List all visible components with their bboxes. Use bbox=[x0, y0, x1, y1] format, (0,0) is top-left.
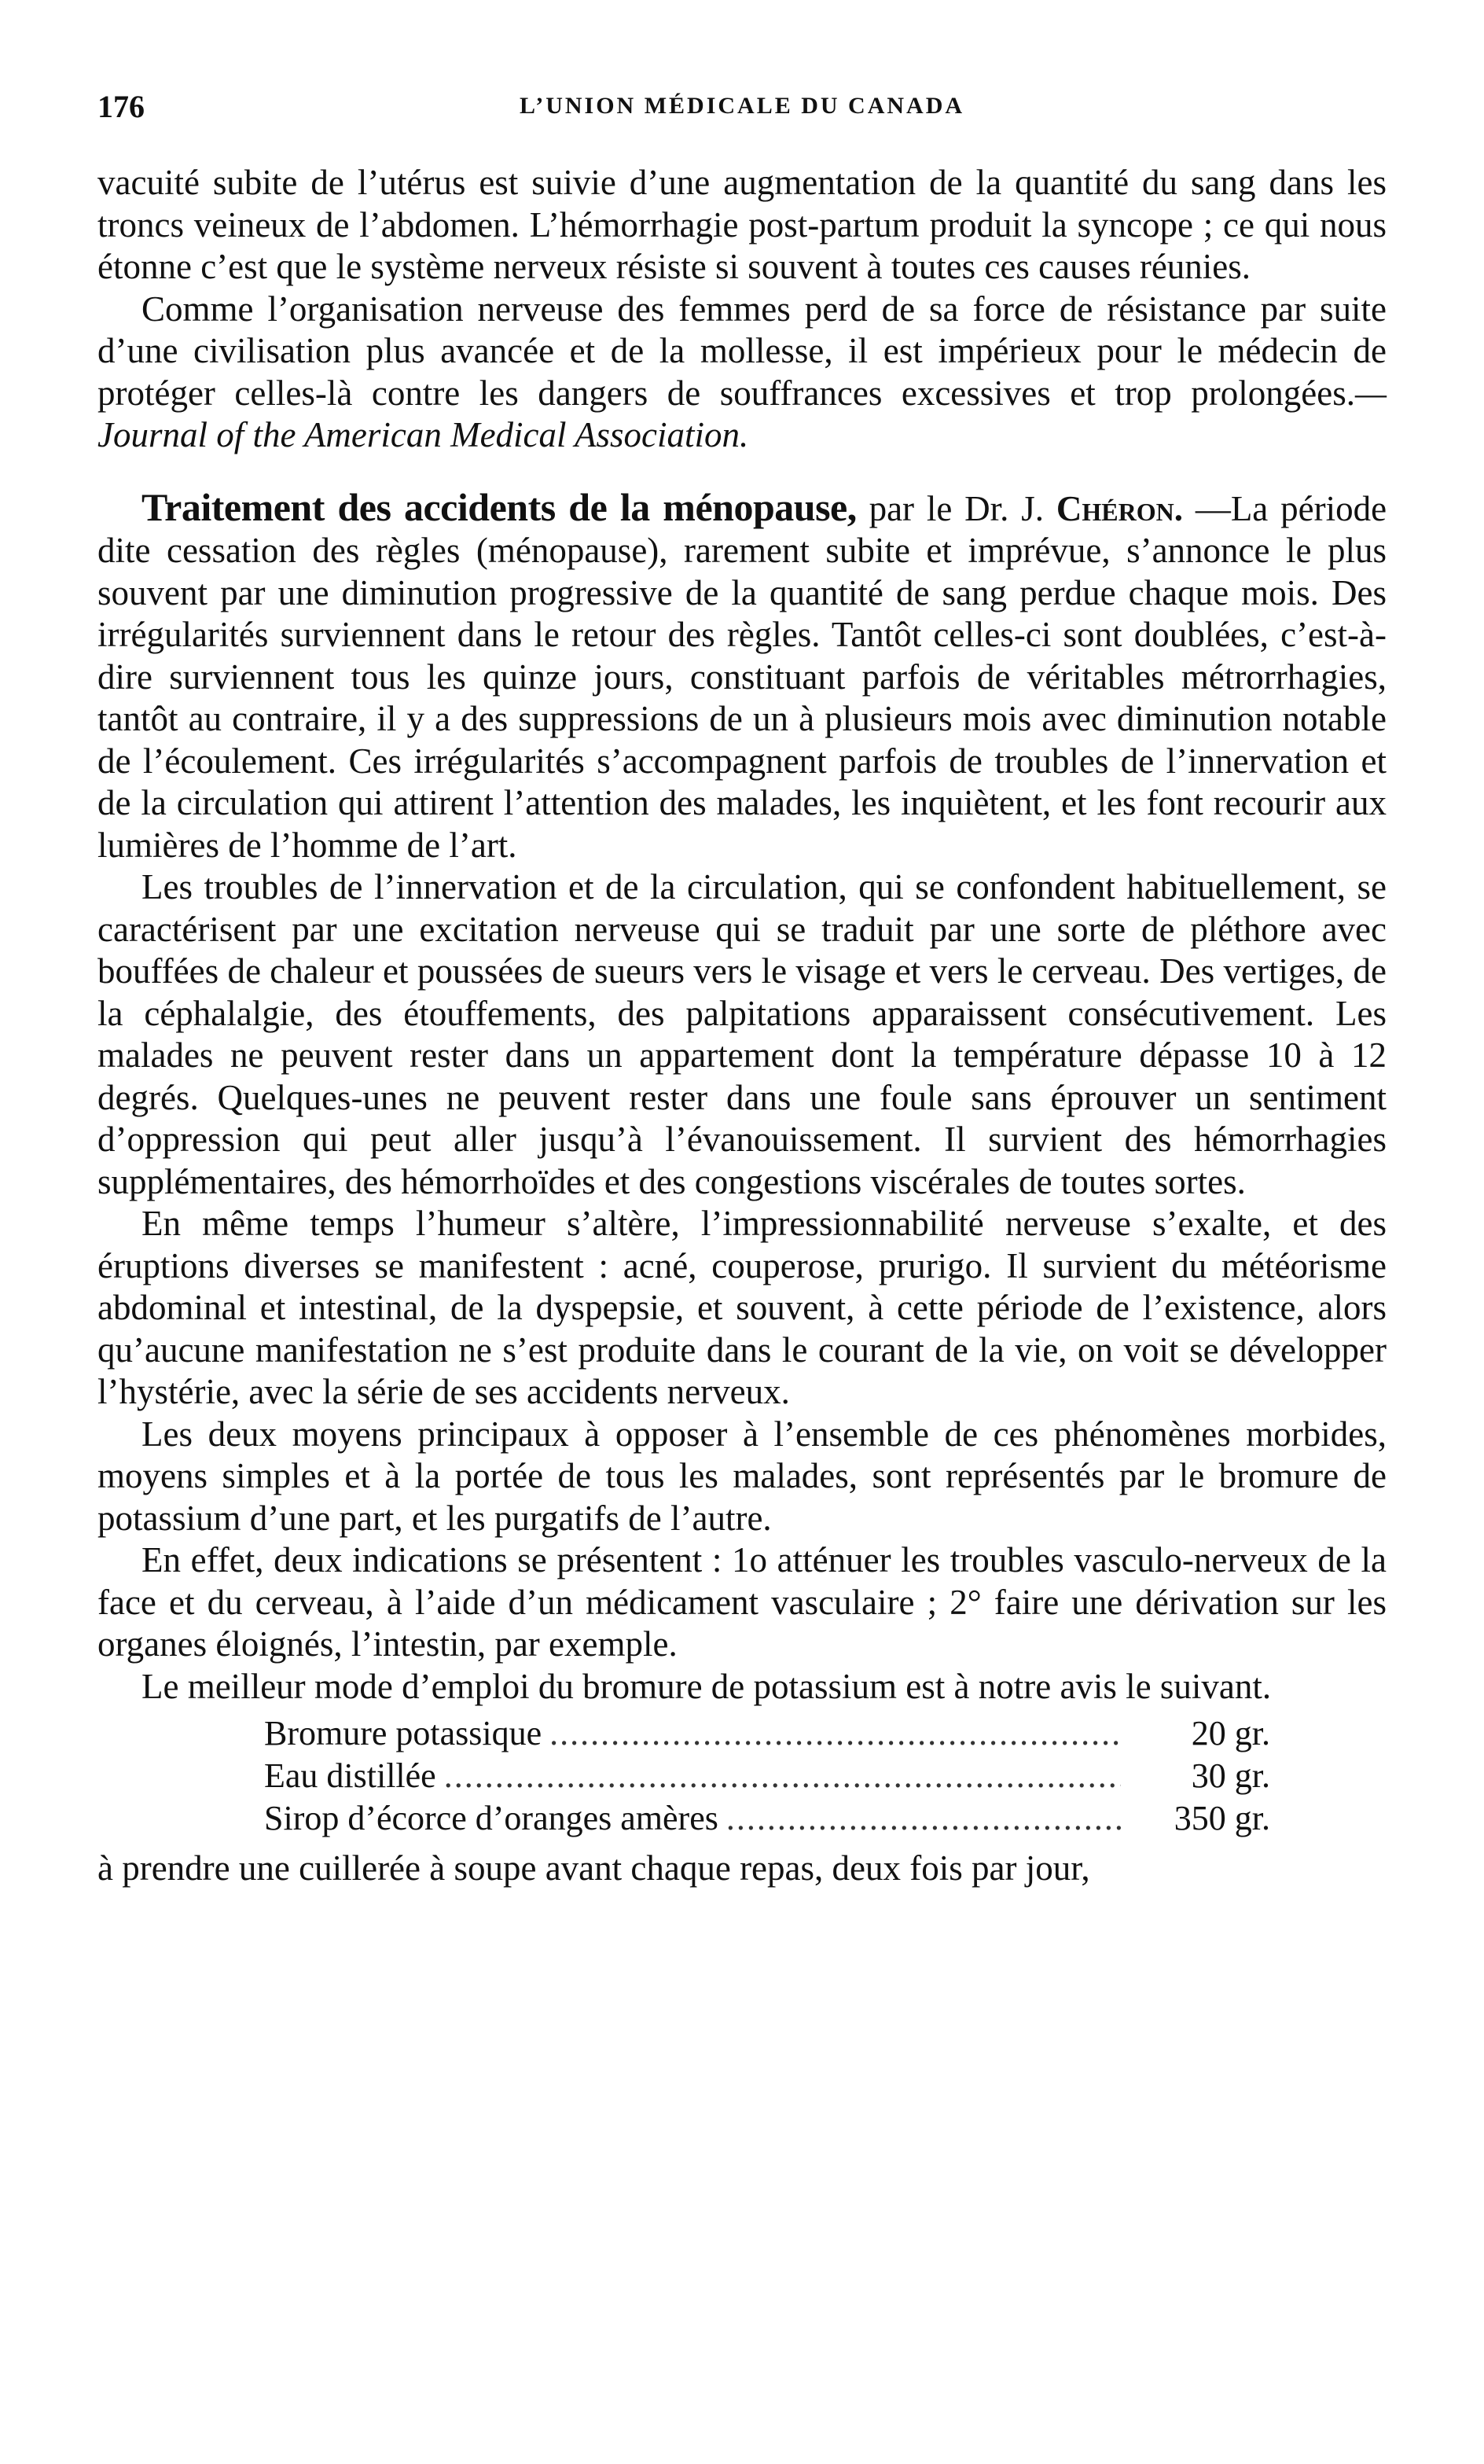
article-paragraph-1: —La période dite cessation des règles (ménopause), rarement subite et imprévue, s’annonce le plus souvent par une diminution progressive de la quantité de sang perdue chaque mois. Des irrégularités surviennent dans le retour des règles. Tantôt celles-ci sont doublées, c’est-à-dire surviennent tous les quinze jours, constituant parfois de véritables métrorrhagies, tantôt au contraire, il y a des suppressions de un à plusieurs mois avec diminution notable de l’écoulement. Ces irrégularités s’accompagnent parfois de troubles de l’innervation et de la circulation qui attirent l’attention des malades, les inquiètent, et les font recourir aux lumières de l’homme de l’art. bbox=[97, 488, 1387, 865]
prescription-row bbox=[264, 1712, 1270, 1755]
article-byline-prefix: par le Dr. J. bbox=[869, 488, 1045, 528]
running-head: L’UNION MÉDICALE DU CANADA bbox=[519, 93, 965, 119]
closing-line: à prendre une cuillerée à soupe avant chaque repas, deux fois par jour, bbox=[97, 1848, 1090, 1888]
ingredient-quantity: 30 gr. bbox=[1191, 1756, 1270, 1795]
article-paragraph-4: Les deux moyens principaux à opposer à l’ensemble de ces phénomènes morbides, moyens simples et à la portée de tous les malades, sont représentés par le bromure de potassium d’une part, et les purgatifs de l’autre. bbox=[97, 1414, 1387, 1538]
leader-dots bbox=[549, 1712, 1121, 1755]
ingredient-name: Eau distillée bbox=[264, 1756, 436, 1795]
paragraph-civilisation-text: Comme l’organisation nerveuse des femmes perd de sa force de résistance par suite d’une civilisation plus avancée et de la mollesse, il est impérieux pour le médecin de protéger celles-là contre les dangers de souffrances excessives et trop prolongées. bbox=[97, 289, 1387, 413]
paragraph-civilisation bbox=[97, 289, 1387, 457]
ingredient-quantity: 20 gr. bbox=[1191, 1714, 1270, 1752]
prescription-row bbox=[264, 1755, 1270, 1797]
article-author: Chéron. bbox=[1056, 488, 1183, 528]
article-paragraph-3: En même temps l’humeur s’altère, l’impressionnabilité nerveuse s’exalte, et des éruptions diverses se manifestent : acné, couperose, prurigo. Il survient du météorisme abdominal et intestinal, de la dyspepsie, et souvent, à cette période de l’existence, alors qu’aucune manifestation ne s’est produite dans le courant de la vie, on voit se développer l’hystérie, avec la série de ses accidents nerveux. bbox=[97, 1204, 1387, 1411]
leader-dots bbox=[726, 1797, 1121, 1840]
ingredient-quantity: 350 gr. bbox=[1174, 1799, 1270, 1837]
page-number: 176 bbox=[97, 89, 145, 124]
continued-paragraph: vacuité subite de l’utérus est suivie d’une augmentation de la quantité du sang dans les troncs veineux de l’abdomen. L’hémorrhagie post-partum produit la syncope ; ce qui nous étonne c’est que le système nerveux résiste si souvent à toutes ces causes réunies. bbox=[97, 163, 1387, 286]
ingredient-name: Bromure potassique bbox=[264, 1714, 542, 1752]
prescription-table bbox=[264, 1712, 1270, 1840]
body-text bbox=[97, 162, 1387, 1890]
article-title: Traitement des accidents de la ménopause, bbox=[141, 484, 857, 529]
article-paragraph-2: Les troubles de l’innervation et de la circulation, qui se confondent habituellement, se caractérisent par une excitation nerveuse qui se traduit par une sorte de pléthore avec bouffées de chaleur et poussées de sueurs vers le visage et vers le cerveau. Des vertiges, de la céphalalgie, des étouffements, des palpitations apparaissent consécutivement. Les malades ne peuvent rester dans un appartement dont la température dépasse 10 à 12 degrés. Quelques-unes ne peuvent rester dans une foule sans éprouver un sentiment d’oppression qui peut aller jusqu’à l’évanouissement. Il survient des hémorrhagies supplémentaires, des hémorrhoïdes et des congestions viscérales de toutes sortes. bbox=[97, 867, 1387, 1201]
journal-citation: —Journal of the American Medical Association. bbox=[97, 373, 1387, 454]
ingredient-name: Sirop d’écorce d’oranges amères bbox=[264, 1799, 718, 1837]
article-paragraph-5: En effet, deux indications se présentent : 1o atténuer les troubles vasculo-nerveux de la face et du cerveau, à l’aide d’un médicament vasculaire ; 2° faire une dérivation sur les organes éloignés, l’intestin, par exemple. bbox=[97, 1540, 1387, 1664]
document-page bbox=[97, 88, 1387, 1890]
article-paragraph-6: Le meilleur mode d’emploi du bromure de potassium est à notre avis le suivant. bbox=[141, 1666, 1272, 1706]
page-header bbox=[97, 88, 1387, 135]
article-intro-paragraph bbox=[97, 484, 1387, 867]
prescription-row bbox=[264, 1797, 1270, 1840]
leader-dots bbox=[444, 1755, 1121, 1797]
